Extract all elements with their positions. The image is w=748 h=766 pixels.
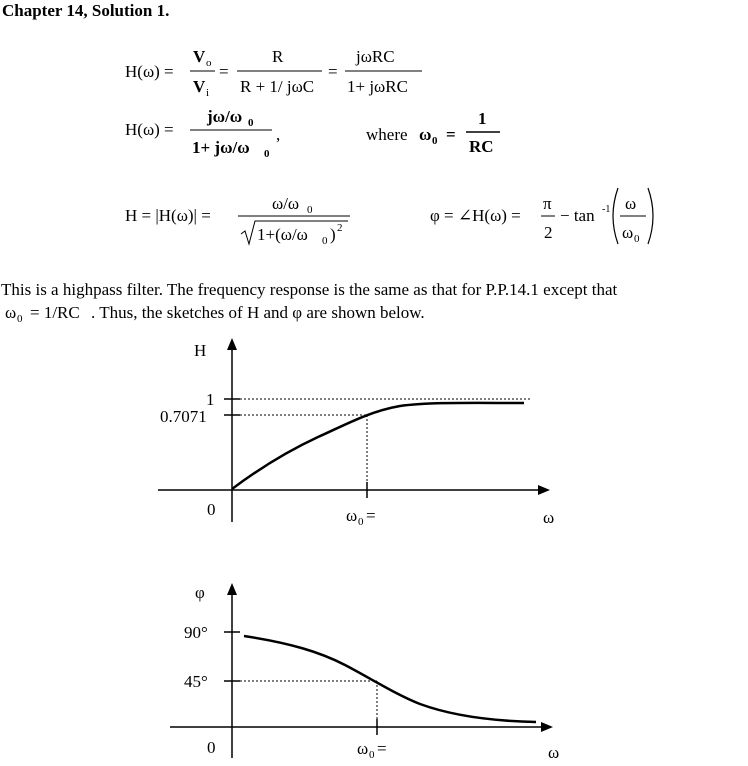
phase-plot bbox=[170, 583, 559, 762]
phi-origin-label: 0 bbox=[207, 738, 216, 757]
eq4-arg-num: ω bbox=[625, 194, 637, 213]
phi-y-arrow-icon bbox=[227, 583, 237, 595]
eq2-frac-num: 1 bbox=[478, 109, 487, 128]
phi-tick-45-label: 45° bbox=[184, 672, 208, 691]
phi-omega0-label: ω bbox=[357, 739, 369, 758]
eq1-frac2-den: R + 1/ jωC bbox=[240, 77, 315, 96]
phi-x-arrow-icon bbox=[541, 722, 553, 732]
eq3-den-close: ) bbox=[330, 225, 336, 244]
phi-omega0-eq: = bbox=[377, 739, 387, 758]
eq4-two: 2 bbox=[544, 223, 553, 242]
paragraph-line-2: . Thus, the sketches of H and φ are shown below. bbox=[91, 303, 425, 322]
h-y-arrow-icon bbox=[227, 338, 237, 350]
phi-tick-90-label: 90° bbox=[184, 623, 208, 642]
eq2-omega0: ω bbox=[419, 125, 432, 144]
eq1-lhs: H(ω) = bbox=[125, 62, 174, 81]
h-omega0-sub: 0 bbox=[358, 516, 364, 528]
eq4-arg-den: ω bbox=[622, 223, 634, 242]
eq2-where: where bbox=[366, 125, 408, 144]
h-origin-label: 0 bbox=[207, 500, 216, 519]
paragraph-omega-sub: 0 bbox=[17, 313, 23, 325]
eq1-vo-sub: o bbox=[206, 57, 212, 69]
svg-text:=: = bbox=[328, 62, 338, 81]
eq3-den: 1+(ω/ω bbox=[257, 225, 308, 244]
eq4-pi: π bbox=[543, 194, 552, 213]
phi-response-curve bbox=[244, 636, 536, 722]
eq1-vi: V bbox=[193, 77, 206, 96]
eq2-lhs: H(ω) = bbox=[125, 120, 174, 139]
equation-normalized bbox=[125, 107, 500, 160]
h-y-label: H bbox=[194, 341, 207, 360]
eq4-sup: -1 bbox=[602, 204, 611, 215]
h-omega0-label: ω bbox=[346, 506, 358, 525]
equation-magnitude bbox=[125, 194, 350, 247]
eq1-vi-sub: i bbox=[206, 87, 210, 99]
eq2-num: jω/ω bbox=[207, 107, 243, 126]
h-x-label: ω bbox=[543, 508, 555, 527]
h-tick-07071-label: 0.7071 bbox=[160, 407, 207, 426]
eq1-frac3-den: 1+ jωRC bbox=[347, 77, 408, 96]
phi-omega0-sub: 0 bbox=[369, 749, 375, 761]
eq3-den-sub: 0 bbox=[322, 235, 328, 247]
phi-y-label: φ bbox=[195, 583, 205, 602]
explanation-paragraph bbox=[1, 280, 618, 325]
h-response-curve bbox=[232, 403, 524, 489]
eq3-num-sub: 0 bbox=[307, 204, 313, 216]
eq2-num-sub: 0 bbox=[248, 117, 254, 129]
h-tick-1-label: 1 bbox=[206, 390, 215, 409]
eq2-den: 1+ jω/ω bbox=[192, 138, 250, 157]
eq2-omega0-sub: 0 bbox=[432, 135, 438, 147]
equation-transfer-function bbox=[125, 47, 422, 99]
eq3-num: ω/ω bbox=[272, 194, 300, 213]
magnitude-plot bbox=[158, 338, 554, 528]
equation-phase bbox=[430, 188, 653, 245]
eq3-den-sup: 2 bbox=[337, 222, 343, 234]
eq2-eq: = bbox=[446, 125, 456, 144]
eq4-arg-den-sub: 0 bbox=[634, 233, 640, 245]
eq2-comma: , bbox=[276, 125, 281, 144]
paragraph-line-1: This is a highpass filter. The frequency response is the same as that for P.P.14.1 except that bbox=[1, 280, 618, 299]
paragraph-omega: ω bbox=[5, 303, 17, 322]
phi-x-label: ω bbox=[548, 743, 560, 762]
eq2-den-sub: 0 bbox=[264, 148, 270, 160]
h-omega0-eq: = bbox=[366, 506, 376, 525]
paragraph-eq: = 1/RC bbox=[30, 303, 80, 322]
h-x-arrow-icon bbox=[538, 485, 550, 495]
svg-text:=: = bbox=[219, 62, 229, 81]
eq1-vo: V bbox=[193, 47, 206, 66]
eq1-frac2-num: R bbox=[272, 47, 284, 66]
eq4-lhs: φ = ∠H(ω) = bbox=[430, 206, 521, 225]
eq4-minus-tan: − tan bbox=[560, 206, 595, 225]
eq2-frac-den: RC bbox=[469, 137, 494, 156]
eq1-frac3-num: jωRC bbox=[356, 47, 395, 66]
eq3-lhs: H = |H(ω)| = bbox=[125, 206, 211, 225]
page-title: Chapter 14, Solution 1. bbox=[2, 1, 170, 20]
